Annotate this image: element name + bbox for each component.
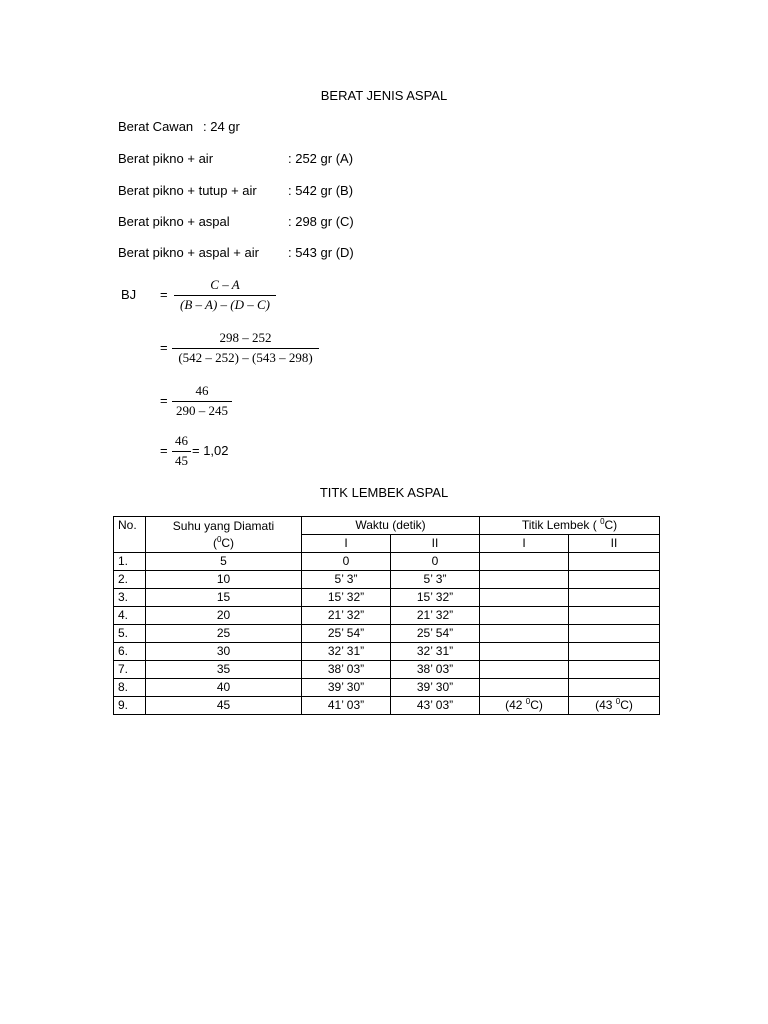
table-row: [114, 589, 660, 607]
cell-titik-2: [569, 643, 660, 661]
equals-sign-2: =: [160, 340, 168, 355]
softening-point-table: [113, 516, 660, 715]
cell-waktu-1: 5’ 3”: [302, 571, 391, 589]
cell-waktu-2: 5’ 3”: [391, 571, 480, 589]
unit-open: (: [212, 535, 217, 550]
fraction-4-numerator: 46: [175, 433, 188, 448]
section-title: TITK LEMBEK ASPAL: [319, 485, 449, 500]
header-suhu-label: Suhu yang Diamati: [172, 518, 275, 533]
cell-titik-2: [569, 571, 660, 589]
fraction-1-denominator: (B – A) – (D – C): [179, 297, 271, 312]
header-suhu-unit: [146, 535, 301, 552]
cell-no: 9.: [114, 697, 146, 715]
cell-waktu-1: 32’ 31”: [302, 643, 391, 661]
cell-titik-1: [480, 643, 569, 661]
table-row: [114, 661, 660, 679]
item-label-pikno-aspal-air: Berat pikno + aspal + air: [118, 245, 259, 260]
cell-titik-1: [480, 589, 569, 607]
table-row: [114, 697, 660, 715]
cell-titik-2: [569, 607, 660, 625]
equals-sign-1: =: [160, 287, 168, 302]
cell-waktu-1: 38’ 03”: [302, 661, 391, 679]
cell-waktu-2: 25’ 54”: [391, 625, 480, 643]
cell-waktu-2: 15’ 32”: [391, 589, 480, 607]
unit-close: C): [221, 535, 235, 550]
unit-close: C): [530, 698, 543, 712]
item-label-pikno-aspal: Berat pikno + aspal: [118, 214, 230, 229]
cell-titik-1: [480, 661, 569, 679]
table-row: [114, 625, 660, 643]
subheader-waktu-1: I: [302, 535, 391, 553]
header-titik: [480, 517, 660, 535]
table-row: [114, 571, 660, 589]
cell-waktu-2: 21’ 32”: [391, 607, 480, 625]
item-label-pikno-tutup-air: Berat pikno + tutup + air: [118, 183, 257, 198]
degree-sup: 0: [216, 534, 222, 544]
cell-suhu: 35: [146, 661, 302, 679]
cell-no: 4.: [114, 607, 146, 625]
cell-titik-2: [569, 553, 660, 571]
cell-titik-2: [569, 625, 660, 643]
cell-waktu-2: 32’ 31”: [391, 643, 480, 661]
cell-suhu: 5: [146, 553, 302, 571]
fraction-2-numerator: 298 – 252: [219, 330, 272, 345]
item-label-pikno-air: Berat pikno + air: [118, 151, 214, 166]
cell-titik-1: [480, 571, 569, 589]
equals-sign-3: =: [160, 393, 168, 408]
item-value-pikno-tutup-air: : 542 gr (B): [288, 183, 354, 198]
cell-suhu: 45: [146, 697, 302, 715]
fraction-3-bar: [172, 401, 232, 402]
cell-no: 1.: [114, 553, 146, 571]
table-row: [114, 607, 660, 625]
cell-titik-1: [480, 625, 569, 643]
degree-sup: 0: [615, 697, 621, 706]
fraction-3-numerator: 46: [195, 383, 209, 398]
cell-no: 8.: [114, 679, 146, 697]
cell-waktu-1: 21’ 32”: [302, 607, 391, 625]
fraction-4-denominator: 45: [175, 453, 188, 468]
unit-close: C): [604, 518, 618, 532]
titik-label: Titik Lembek (: [521, 518, 597, 532]
cell-titik-1: [480, 553, 569, 571]
cell-waktu-2: 38’ 03”: [391, 661, 480, 679]
equals-sign-4: =: [160, 443, 168, 458]
bj-result: = 1,02: [192, 443, 229, 458]
table-row: [114, 679, 660, 697]
cell-suhu: 25: [146, 625, 302, 643]
fraction-2-bar: [172, 348, 319, 349]
cell-titik-1: [480, 607, 569, 625]
cell-waktu-1: 41’ 03”: [302, 697, 391, 715]
item-value-pikno-air: : 252 gr (A): [288, 151, 354, 166]
table-row: [114, 553, 660, 571]
cell-no: 6.: [114, 643, 146, 661]
cell-suhu: 10: [146, 571, 302, 589]
cell-waktu-1: 39’ 30”: [302, 679, 391, 697]
cell-waktu-1: 15’ 32”: [302, 589, 391, 607]
cell-titik-2: [569, 661, 660, 679]
header-suhu: [146, 517, 302, 553]
cell-waktu-2: 0: [391, 553, 480, 571]
bj-label: BJ: [121, 287, 137, 302]
page-title: BERAT JENIS ASPAL: [320, 88, 448, 103]
cell-waktu-2: 39’ 30”: [391, 679, 480, 697]
cell-suhu: 20: [146, 607, 302, 625]
cell-suhu: 30: [146, 643, 302, 661]
item-value-cawan: : 24 gr: [203, 119, 240, 134]
fraction-3-denominator: 290 – 245: [176, 403, 228, 418]
subheader-titik-1: I: [480, 535, 569, 553]
cell-titik-1: [480, 679, 569, 697]
degree-sup: 0: [525, 697, 531, 706]
cell-waktu-2: 43’ 03”: [391, 697, 480, 715]
degree-sup: 0: [600, 517, 605, 526]
cell-suhu: 40: [146, 679, 302, 697]
subheader-waktu-2: II: [391, 535, 480, 553]
fraction-1-numerator: C – A: [210, 277, 240, 292]
fraction-1-bar: [174, 295, 276, 296]
item-value-pikno-aspal-air: : 543 gr (D): [288, 245, 354, 260]
item-value-pikno-aspal: : 298 gr (C): [288, 214, 354, 229]
cell-titik-1: [480, 697, 569, 715]
titik-1-value: (42: [505, 698, 523, 712]
subheader-titik-2: II: [569, 535, 660, 553]
item-label-cawan: Berat Cawan: [118, 119, 194, 134]
cell-no: 3.: [114, 589, 146, 607]
header-no: No.: [114, 517, 146, 553]
cell-titik-2: [569, 589, 660, 607]
cell-no: 5.: [114, 625, 146, 643]
table-row: [114, 643, 660, 661]
fraction-2-denominator: (542 – 252) – (543 – 298): [178, 350, 313, 365]
cell-suhu: 15: [146, 589, 302, 607]
header-waktu: Waktu (detik): [302, 517, 480, 535]
unit-close: C): [620, 698, 633, 712]
titik-2-value: (43: [595, 698, 613, 712]
cell-no: 7.: [114, 661, 146, 679]
cell-titik-2: [569, 697, 660, 715]
cell-waktu-1: 0: [302, 553, 391, 571]
table-header-row: [114, 517, 660, 535]
cell-waktu-1: 25’ 54”: [302, 625, 391, 643]
cell-titik-2: [569, 679, 660, 697]
fraction-4-bar: [172, 451, 191, 452]
cell-no: 2.: [114, 571, 146, 589]
